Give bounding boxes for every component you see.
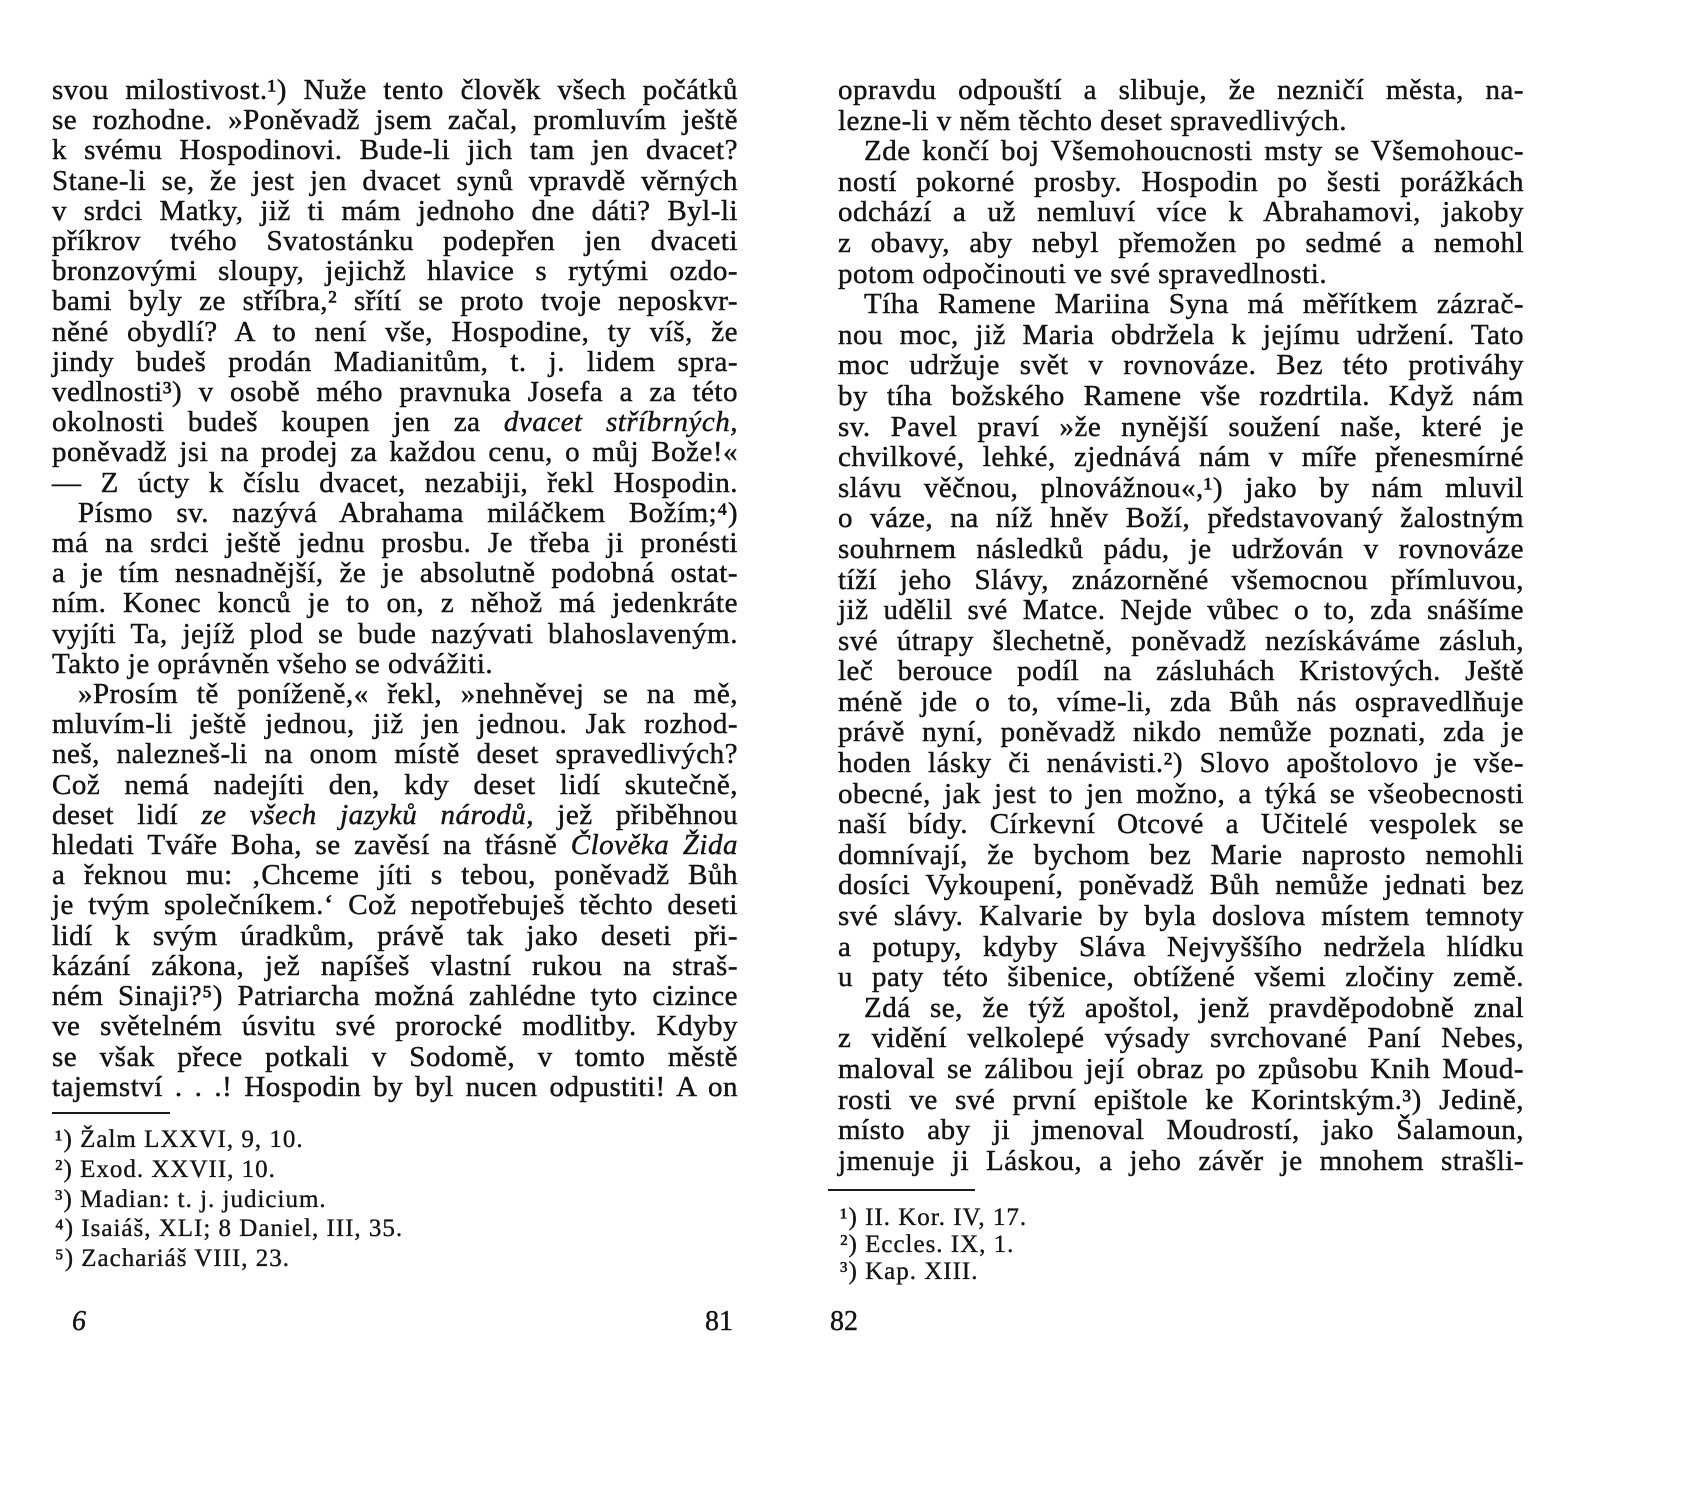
text-line: své slávy. Kalvarie by byla doslova místem temnoty <box>838 900 1524 933</box>
text-line: o váze, na níž hněv Boží, představovaný žalostným <box>838 502 1524 535</box>
text-run: jež přiběhnou <box>533 798 738 831</box>
left-page-body-text <box>52 75 738 1102</box>
text-line: a je tím nesnadnější, že je absolutně podobná ostat- <box>52 557 738 590</box>
text-line: ností pokorné prosby. Hospodin po šesti porážkách <box>838 165 1524 198</box>
text-line: lidí k svým úradkům, právě tak jako deseti při- <box>52 919 738 952</box>
footnote: ³) Kap. XIII. <box>840 1258 979 1285</box>
text-line: tíží jeho Slávy, znázorněné všemocnou přímluvou, <box>838 563 1524 596</box>
text-line: se rozhodne. »Poněvadž jsem začal, promluvím ještě <box>52 104 738 137</box>
text-line: moc udržuje svět v rovnováze. Bez této protiváhy <box>838 349 1524 382</box>
text-line: již udělil své Matce. Nejde vůbec o to, zda snášíme <box>838 594 1524 627</box>
text-line: méně jde o to, víme-li, zda Bůh nás ospravedlňuje <box>838 685 1524 718</box>
text-line: má na srdci ještě jednu prosbu. Je třeba ji pronésti <box>52 527 738 560</box>
text-line: se však přece potkali v Sodomě, v tomto městě <box>52 1040 738 1073</box>
text-line: slávu věčnou, plnovážnou«,¹) jako by nám mluvil <box>838 471 1524 504</box>
italic-text: ze všech jazyků národů, <box>201 798 534 831</box>
text-line: jmenuje ji Láskou, a jeho závěr je mnohem strašli- <box>838 1144 1524 1177</box>
text-line: by tíha božského Ramene vše rozdrtila. Když nám <box>838 379 1524 412</box>
text-run: okolnosti budeš koupen jen za <box>52 406 504 439</box>
left-page <box>0 0 788 1500</box>
text-line: mluvím-li ještě jednou, již jen jednou. Jak rozhod- <box>52 708 738 741</box>
paragraph <box>838 136 1524 289</box>
text-line: právě nyní, poněvadž nikdo nemůže poznati, zda je <box>838 716 1524 749</box>
footnote-rule <box>52 1112 170 1114</box>
text-line: Takto je oprávněn všeho se odvážiti. <box>52 647 494 680</box>
text-line: jindy budeš prodán Madianitům, t. j. lidem spra- <box>52 345 738 378</box>
footnotes <box>840 1204 1027 1285</box>
text-line: k svému Hospodinovi. Bude-li jich tam jen dvacet? <box>52 134 738 167</box>
page-number: 81 <box>705 1306 733 1337</box>
text-line: dosíci Vykoupení, poněvadž Bůh nemůže jednati bez <box>838 869 1524 902</box>
text-line: svou milostivost.¹) Nuže tento člověk všech počátků <box>52 74 738 106</box>
text-line: sv. Pavel praví »že nynější soužení naše, které je <box>838 410 1524 443</box>
text-run: deset lidí <box>52 798 202 831</box>
text-line <box>52 407 738 437</box>
text-line: kázání zákona, jež napíšeš vlastní rukou na straš- <box>52 949 738 982</box>
italic-text: Člověka Žida <box>570 829 738 862</box>
text-line: ve světelném úsvitu své prorocké modlitby. Kdyby <box>52 1010 738 1043</box>
text-line: domnívají, že bychom bez Marie naprosto nemohli <box>838 838 1524 871</box>
text-line <box>52 830 738 860</box>
paragraph <box>838 75 1524 136</box>
text-line: odchází a už nemluví více k Abrahamovi, jakoby <box>838 196 1524 229</box>
paragraph <box>838 993 1524 1177</box>
text-line: vyjíti Ta, jejíž plod se bude nazývati blahoslaveným. <box>52 617 738 650</box>
text-line: v srdci Matky, již ti mám jednoho dne dáti? Byl-li <box>52 194 738 227</box>
text-line: chvilkové, lehké, zjednává nám v míře přenesmírné <box>838 441 1524 474</box>
text-line: »Prosím tě poníženě,« řekl, »nehněvej se na mě, <box>78 678 738 711</box>
text-line: vedlnosti³) v osobě mého pravnuka Josefa a za této <box>52 376 738 409</box>
footnote: ⁵) Zachariáš VIII, 23. <box>55 1245 291 1273</box>
text-line: a potupy, kdyby Sláva Nejvyššího nedržela hlídku <box>838 930 1524 963</box>
paragraph <box>52 75 738 498</box>
text-line: naší bídy. Církevní Otcové a Učitelé vespolek se <box>838 808 1524 841</box>
text-line: neš, nalezneš-li na onom místě deset spravedlivých? <box>52 738 738 771</box>
text-line: je tvým společníkem.‘ Což nepotřebuješ těchto deseti <box>52 889 738 922</box>
text-line: hoden lásky či nenávisti.²) Slovo apoštolovo je vše- <box>838 747 1524 780</box>
text-line: ném Sinaji?⁵) Patriarcha možná zahlédne tyto cizince <box>52 980 738 1013</box>
footnote: ¹) Žalm LXXVI, 9, 10. <box>55 1126 304 1153</box>
text-line: bronzovými sloupy, jejichž hlavice s rytými ozdo- <box>52 255 738 288</box>
text-line: Zde končí boj Všemohoucnosti msty se Všemohouc- <box>864 135 1524 168</box>
text-line: tajemství . . .! Hospodin by byl nucen odpustiti! A on <box>52 1070 738 1103</box>
text-line: opravdu odpouští a slibuje, že nezničí města, na- <box>838 74 1524 106</box>
text-line: poněvadž jsi na prodej za každou cenu, o můj Bože!« <box>52 436 738 469</box>
page-number: 82 <box>830 1306 858 1337</box>
text-line: bami byly ze stříbra,² sřítí se proto tvoje neposkvr- <box>52 285 738 318</box>
footnote: ²) Exod. XXVII, 10. <box>55 1155 276 1183</box>
text-line: Zdá se, že týž apoštol, jenž pravděpodobně znal <box>864 991 1524 1024</box>
paragraph <box>52 498 738 679</box>
text-line: něné obydlí? A to není vše, Hospodine, ty víš, že <box>52 315 738 348</box>
text-line: své útrapy šlechetně, poněvadž nezískáváme zásluh, <box>838 624 1524 657</box>
signature-mark: 6 <box>72 1306 86 1337</box>
text-line: potom odpočinouti ve své spravedlnosti. <box>838 257 1328 290</box>
paragraph <box>52 679 738 1102</box>
footnote: ²) Eccles. IX, 1. <box>840 1231 1015 1258</box>
text-line: Tíha Ramene Mariina Syna má měřítkem zázrač- <box>864 288 1524 321</box>
text-line: Písmo sv. nazývá Abrahama miláčkem Božím;⁴) <box>78 496 738 529</box>
text-line: Což nemá nadejíti den, kdy deset lidí skutečně, <box>52 768 738 801</box>
text-line: z vidění velkolepé výsady svrchované Paní Nebes, <box>838 1022 1524 1055</box>
right-page <box>788 0 1704 1500</box>
footnote: ³) Madian: t. j. judicium. <box>55 1185 327 1213</box>
text-line: nou moc, již Maria obdržela k jejímu udržení. Tato <box>838 318 1524 351</box>
footnotes <box>55 1125 403 1274</box>
text-line: leč berouce podíl na zásluhách Kristových. Ještě <box>838 655 1524 688</box>
text-line: — Z úcty k číslu dvacet, nezabiji, řekl Hospodin. <box>52 466 738 499</box>
text-line: místo aby ji jmenoval Moudrostí, jako Šalamoun, <box>838 1114 1524 1147</box>
text-run: hledati Tváře Boha, se zavěsí na třásně <box>52 829 571 862</box>
paragraph <box>838 289 1524 993</box>
text-line: u paty této šibenice, obtížené všemi zločiny země. <box>838 961 1524 994</box>
footnote: ¹) II. Kor. IV, 17. <box>840 1204 1028 1231</box>
text-line: obecné, jak jest to jen možno, a týká se všeobecnosti <box>838 777 1524 810</box>
text-line: příkrov tvého Svatostánku podepřen jen dvaceti <box>52 225 738 258</box>
text-line: z obavy, aby nebyl přemožen po sedmé a nemohl <box>838 226 1524 259</box>
text-line: rosti ve své první epištole ke Korintským.³) Jedině, <box>838 1083 1524 1116</box>
text-line: souhrnem následků pádu, je udržován v rovnováze <box>838 532 1524 565</box>
footnote: ⁴) Isaiáš, XLI; 8 Daniel, III, 35. <box>55 1215 404 1243</box>
text-line: ním. Konec konců je to on, z něhož má jedenkráte <box>52 587 738 620</box>
text-line: lezne-li v něm těchto deset spravedlivých. <box>838 104 1347 137</box>
right-page-body-text <box>838 75 1524 1176</box>
text-line: maloval se zálibou její obraz po způsobu Knih Moud- <box>838 1053 1524 1085</box>
italic-text: dvacet stříbrných, <box>503 406 738 439</box>
footnote-rule <box>828 1189 975 1191</box>
text-line: Stane-li se, že jest jen dvacet synů vpravdě věrných <box>52 164 738 197</box>
text-line <box>52 800 738 830</box>
text-line: a řeknou mu: ‚Chceme jíti s tebou, poněvadž Bůh <box>52 859 738 892</box>
